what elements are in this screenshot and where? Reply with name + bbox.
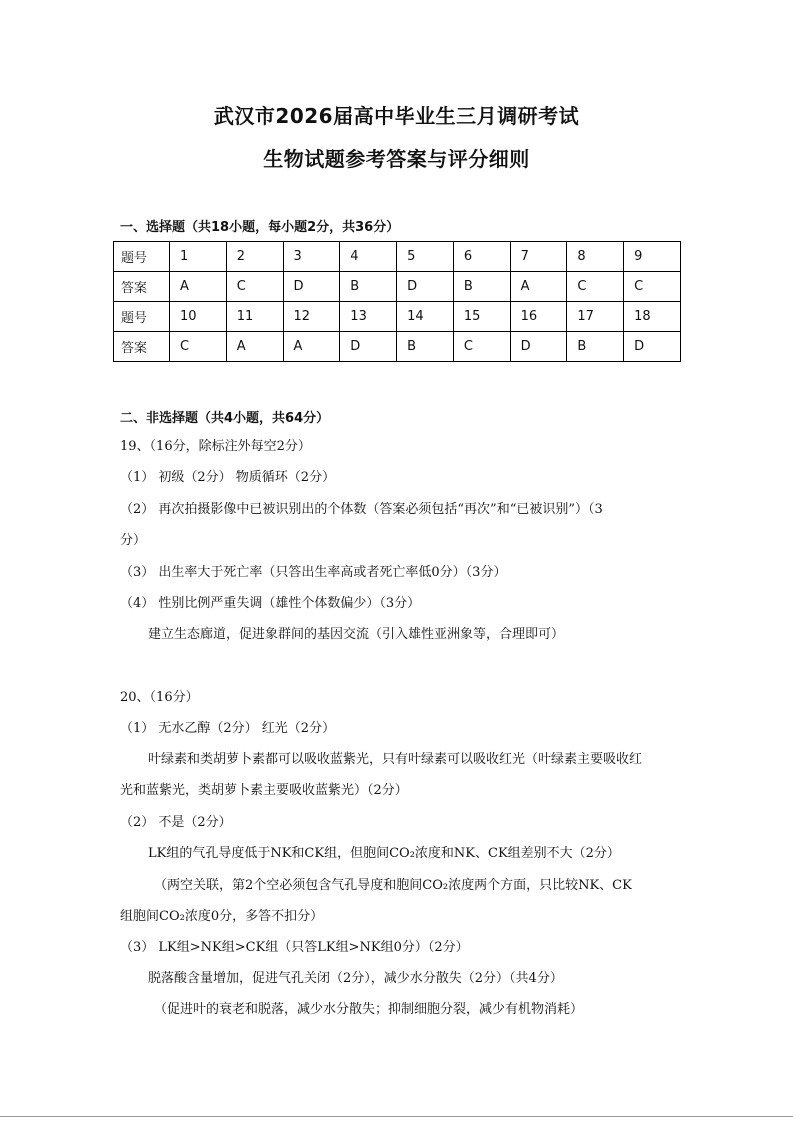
q20-answer-1-note: 叶绿素和类胡萝卜素都可以吸收蓝紫光，只有叶绿素可以吸收红光（叶绿素主要吸收红: [148, 752, 643, 767]
section2-heading: 二、非选择题（共4小题，共64分）: [120, 411, 330, 426]
table-row: [114, 332, 681, 362]
table-cell: B: [340, 272, 397, 302]
table-cell: 6: [453, 242, 510, 272]
table-cell: D: [624, 332, 681, 362]
document-title: 武汉市2026届高中毕业生三月调研考试: [213, 104, 580, 128]
table-cell: B: [397, 332, 454, 362]
table-cell: C: [567, 272, 624, 302]
table-cell: 13: [340, 302, 397, 332]
table-cell: C: [453, 332, 510, 362]
section1-heading: 一、选择题（共18小题，每小题2分，共36分）: [120, 220, 400, 235]
q19-answer-2: （2） 再次拍摄影像中已被识别出的个体数（答案必须包括“再次”和“已被识别”）（3: [120, 502, 603, 517]
table-cell: 10: [170, 302, 227, 332]
table-cell: A: [226, 332, 283, 362]
q19-header: 19、（16分，除标注外每空2分）: [120, 439, 311, 454]
q19-answer-2-cont: 分）: [120, 533, 147, 548]
table-cell: 1: [170, 242, 227, 272]
q19-answer-1: （1） 初级（2分） 物质循环（2分）: [120, 470, 336, 485]
row-label: 题号: [114, 302, 170, 332]
q20-answer-2-rule: （两空关联，第2个空必须包含气孔导度和胞间CO₂浓度两个方面，只比较NK、CK: [154, 878, 632, 893]
table-cell: 4: [340, 242, 397, 272]
q20-answer-2: （2） 不是（2分）: [120, 815, 232, 830]
q19-answer-4-note: 建立生态廊道，促进象群间的基因交流（引入雄性亚洲象等，合理即可）: [148, 627, 565, 642]
table-cell: D: [340, 332, 397, 362]
q20-answer-1-note-cont: 光和蓝紫光，类胡萝卜素主要吸收蓝紫光）（2分）: [120, 783, 408, 798]
q19-answer-3: （3） 出生率大于死亡率（只答出生率高或者死亡率低0分）（3分）: [120, 565, 507, 580]
row-label: 题号: [114, 242, 170, 272]
table-cell: 17: [567, 302, 624, 332]
table-row: [114, 302, 681, 332]
table-cell: 9: [624, 242, 681, 272]
table-row: [114, 272, 681, 302]
q20-header: 20、（16分）: [120, 690, 199, 705]
table-cell: D: [397, 272, 454, 302]
table-cell: D: [283, 272, 340, 302]
row-label: 答案: [114, 332, 170, 362]
table-cell: 3: [283, 242, 340, 272]
table-cell: 14: [397, 302, 454, 332]
table-cell: 8: [567, 242, 624, 272]
q20-answer-2-rule-cont: 组胞间CO₂浓度0分，多答不扣分）: [120, 909, 324, 924]
table-cell: B: [453, 272, 510, 302]
table-cell: 15: [453, 302, 510, 332]
table-cell: A: [510, 272, 567, 302]
q20-answer-2-note: LK组的气孔导度低于NK和CK组，但胞间CO₂浓度和NK、CK组差别不大（2分）: [148, 846, 620, 861]
table-cell: A: [283, 332, 340, 362]
row-label: 答案: [114, 272, 170, 302]
table-cell: B: [567, 332, 624, 362]
table-row: [114, 242, 681, 272]
q20-answer-3: （3） LK组>NK组>CK组（只答LK组>NK组0分）（2分）: [120, 940, 469, 955]
page-bottom-rule: [0, 1116, 793, 1117]
document-subtitle: 生物试题参考答案与评分细则: [263, 147, 530, 171]
q20-answer-3-alt: （促进叶的衰老和脱落，减少水分散失；抑制细胞分裂，减少有机物消耗）: [154, 1002, 584, 1017]
table-cell: A: [170, 272, 227, 302]
table-cell: 7: [510, 242, 567, 272]
table-cell: C: [170, 332, 227, 362]
table-cell: 16: [510, 302, 567, 332]
table-cell: 12: [283, 302, 340, 332]
answer-table: [113, 241, 681, 362]
table-cell: 18: [624, 302, 681, 332]
table-cell: 11: [226, 302, 283, 332]
q20-answer-1: （1） 无水乙醇（2分） 红光（2分）: [120, 721, 336, 736]
table-cell: C: [624, 272, 681, 302]
q19-answer-4: （4） 性别比例严重失调（雄性个体数偏少）（3分）: [120, 596, 421, 611]
table-cell: 2: [226, 242, 283, 272]
table-cell: C: [226, 272, 283, 302]
table-cell: 5: [397, 242, 454, 272]
q20-answer-3-note: 脱落酸含量增加，促进气孔关闭（2分），减少水分散失（2分）（共4分）: [148, 971, 563, 986]
table-cell: D: [510, 332, 567, 362]
